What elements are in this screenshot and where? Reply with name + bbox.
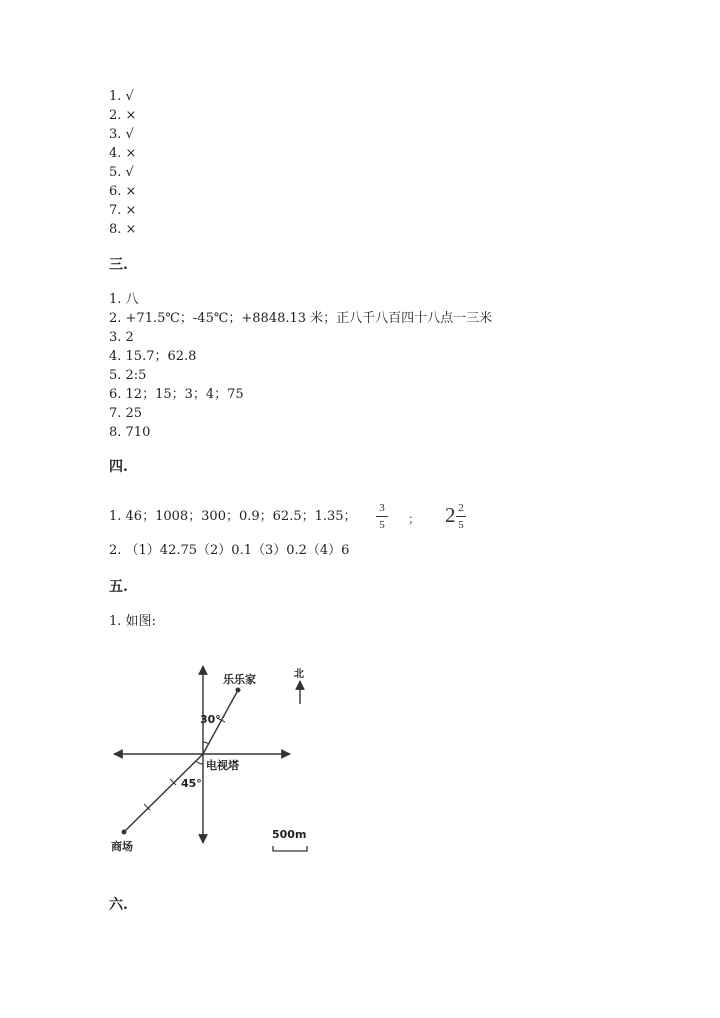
answer-line: 2. ×	[109, 108, 137, 123]
answer-line: 4. 15.7；62.8	[109, 349, 197, 364]
section-heading-3: 三.	[109, 257, 128, 273]
answer-line: 5. √	[109, 165, 134, 180]
answer-line: 3. 2	[109, 330, 134, 345]
fraction-denominator: 5	[458, 519, 464, 531]
section-heading-4: 四.	[109, 459, 128, 475]
north-label: 北	[294, 669, 304, 680]
answer-line: 1. 八	[109, 292, 139, 307]
answer-line: 2. +71.5℃；-45℃；+8848.13 米；正八千八百四十八点一三米	[109, 311, 493, 326]
angle-top-label: 30°	[200, 713, 221, 726]
direction-map-figure	[105, 655, 325, 860]
mixed-number-fraction	[456, 502, 466, 531]
fraction-bar	[376, 516, 388, 517]
scale-label: 500m	[272, 828, 307, 841]
answer-line: 7. 25	[109, 406, 143, 421]
mall-point	[122, 830, 127, 835]
answer-line: 6. ×	[109, 184, 137, 199]
tower-label: 电视塔	[206, 759, 239, 772]
home-point	[236, 688, 241, 693]
angle-arc-top	[203, 742, 209, 744]
answer-line: 8. 710	[109, 425, 151, 440]
answer-line: 6. 12；15；3；4；75	[109, 387, 244, 402]
fraction-denominator: 5	[379, 519, 385, 531]
answer-line: 8. ×	[109, 222, 137, 237]
answer-line: 7. ×	[109, 203, 137, 218]
mixed-number-whole: 2	[445, 503, 456, 527]
scale-bar	[273, 846, 307, 851]
fraction-numerator: 2	[458, 502, 464, 514]
answer-line: 1. 46；1008；300；0.9；62.5；1.35；	[109, 509, 357, 524]
answer-line: 2. （1）42.75（2）0.1（3）0.2（4）6	[109, 543, 350, 558]
mall-label: 商场	[111, 840, 133, 853]
angle-arc-bottom	[196, 761, 203, 764]
answer-line: 1. 如图:	[109, 614, 156, 629]
angle-bottom-label: 45°	[181, 777, 202, 790]
section-heading-5: 五.	[109, 579, 128, 595]
separator: ；	[408, 512, 421, 526]
answer-line: 3. √	[109, 127, 134, 142]
fraction-bar	[456, 516, 466, 517]
fraction	[376, 502, 388, 531]
answer-line: 5. 2:5	[109, 368, 147, 383]
fraction-numerator: 3	[379, 502, 385, 514]
answer-line: 1. √	[109, 89, 134, 104]
line-to-mall	[124, 754, 203, 832]
home-label: 乐乐家	[223, 673, 256, 686]
section-heading-6: 六.	[109, 897, 128, 913]
answer-line: 4. ×	[109, 146, 137, 161]
